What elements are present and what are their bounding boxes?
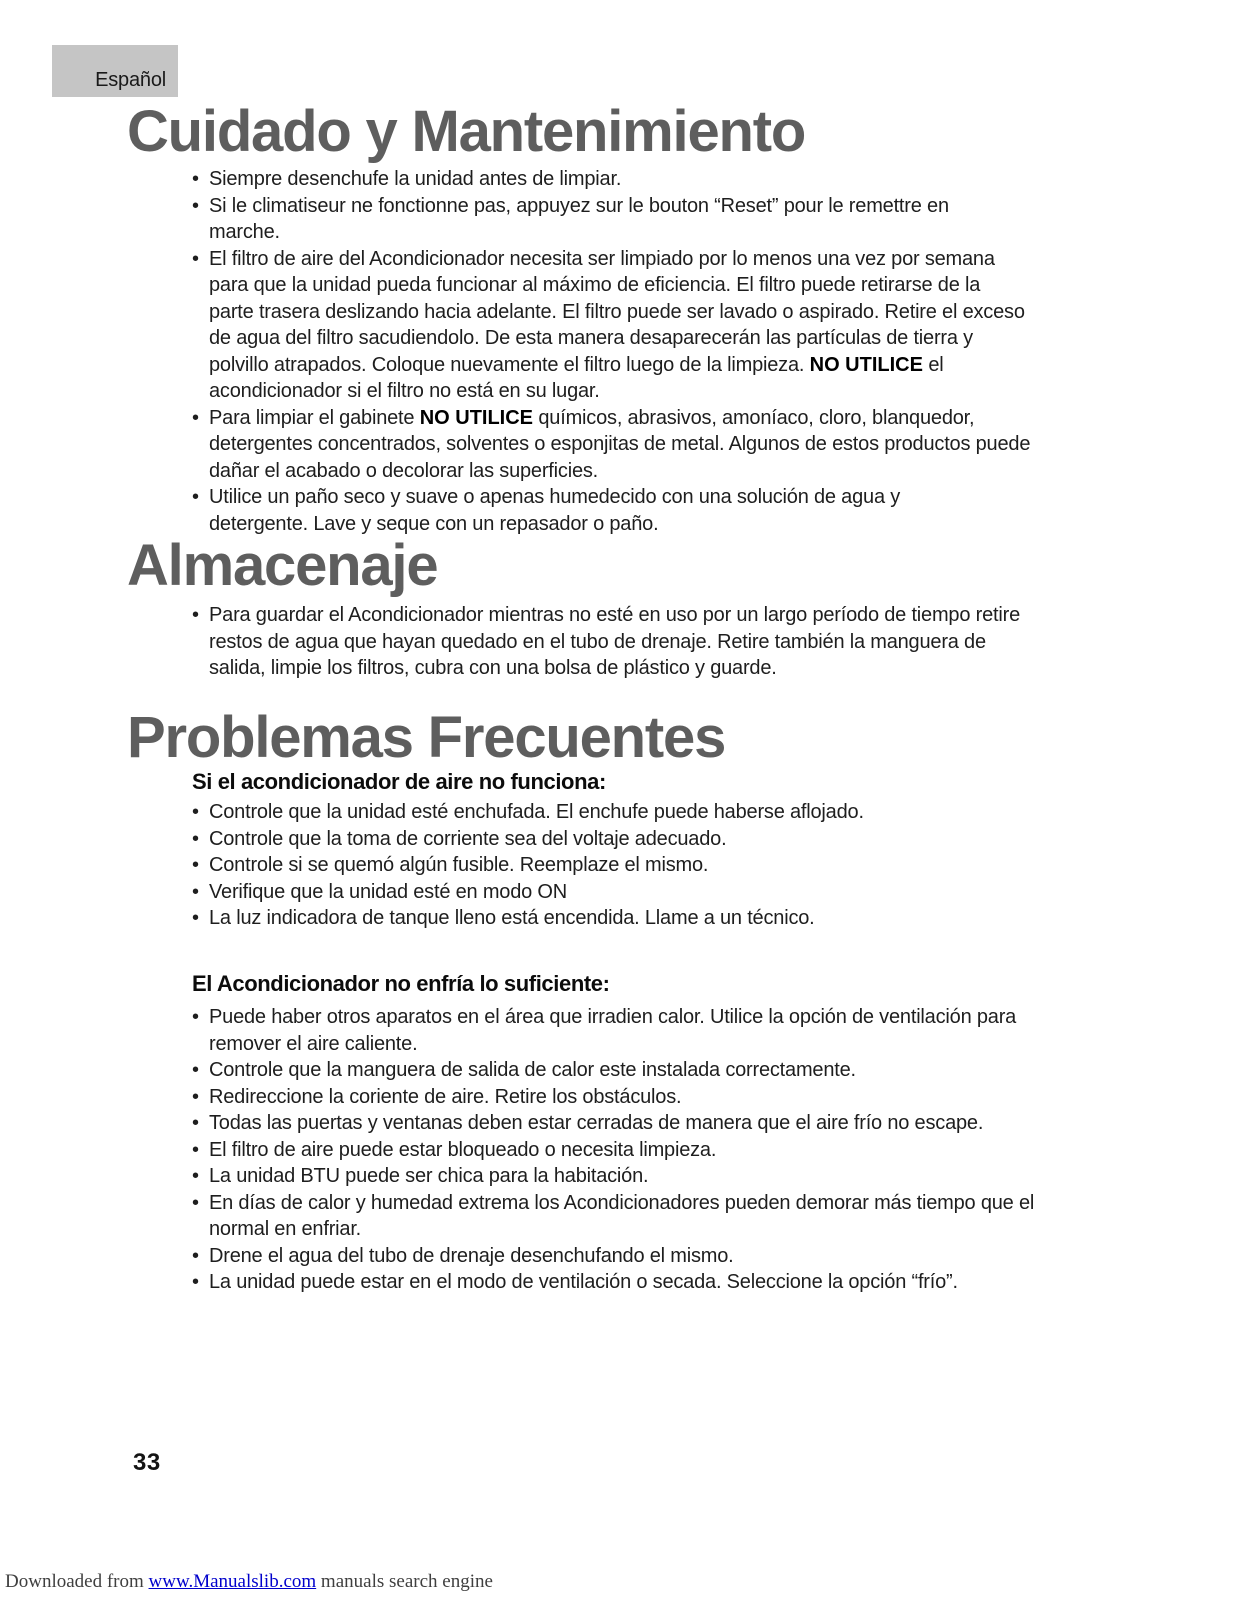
list-item-text: Siempre desenchufe la unidad antes de limpiar. — [209, 168, 622, 190]
list-item-text: Utilice un paño seco y suave o apenas humedecido con una solución de agua y detergente. Lave y seque con un repasador o paño. — [209, 486, 901, 535]
list-item-text: En días de calor y humedad extrema los Acondicionadores pueden demorar más tiempo que el normal en enfriar. — [209, 1191, 1035, 1240]
bullet-icon: • — [192, 1085, 199, 1108]
list-item — [192, 166, 1122, 193]
language-tab — [52, 45, 178, 97]
list-item-text: Si le climatiseur ne fonctionne pas, appuyez sur le bouton “Reset” pour le remettre en marche. — [209, 194, 949, 243]
list-item-text: Todas las puertas y ventanas deben estar cerradas de manera que el aire frío no escape. — [209, 1112, 984, 1134]
list-item — [192, 1163, 1122, 1190]
not-working-bullet-list — [192, 799, 1122, 932]
bullet-icon: • — [192, 854, 199, 876]
bullet-icon: • — [192, 1165, 199, 1187]
list-item-text: El filtro de aire puede estar bloqueado o necesita limpieza. — [209, 1138, 717, 1161]
bullet-icon: • — [192, 1059, 199, 1081]
list-item — [192, 1137, 1122, 1164]
section-title-care: Cuidado y Mantenimiento — [127, 99, 806, 164]
footer-suffix: manuals search engine — [316, 1571, 493, 1592]
list-item — [192, 405, 1122, 485]
bullet-icon: • — [192, 880, 199, 903]
manualslib-link[interactable]: www.Manualslib.com — [148, 1571, 317, 1592]
page-number: 33 — [133, 1449, 161, 1476]
list-item — [192, 1084, 1122, 1111]
bullet-icon: • — [192, 406, 199, 429]
not-cooling-bullet-list — [192, 1004, 1122, 1296]
bullet-icon: • — [192, 168, 199, 190]
bullet-icon: • — [192, 194, 199, 217]
list-item — [192, 799, 1122, 826]
footer-prefix: Downloaded from — [5, 1571, 149, 1592]
list-item-text: Verifique que la unidad esté en modo ON — [209, 880, 568, 903]
list-item — [192, 1269, 1122, 1296]
list-item-text: Puede haber otros aparatos en el área que irradien calor. Utilice la opción de ventilación para remover el aire caliente. — [209, 1006, 1017, 1055]
bullet-icon: • — [192, 247, 199, 270]
bullet-icon: • — [192, 604, 199, 626]
list-item — [192, 1057, 1122, 1084]
list-item-text: La unidad puede estar en el modo de ventilación o secada. Seleccione la opción “frío”. — [209, 1271, 958, 1293]
bullet-icon: • — [192, 1112, 199, 1134]
bullet-icon: • — [192, 486, 199, 508]
bullet-icon: • — [192, 1006, 199, 1028]
list-item-text: Controle que la unidad esté enchufada. El enchufe puede haberse aflojado. — [209, 801, 864, 823]
footer — [5, 1571, 493, 1593]
list-item — [192, 1243, 1122, 1270]
bullet-icon: • — [192, 1138, 199, 1161]
bullet-icon: • — [192, 1191, 199, 1214]
list-item-text: La luz indicadora de tanque lleno está encendida. Llame a un técnico. — [209, 907, 815, 929]
list-item — [192, 193, 1122, 246]
language-tab-label: Español — [95, 69, 166, 91]
list-item — [192, 852, 1122, 879]
list-item — [192, 1004, 1122, 1057]
list-item-text: El filtro de aire del Acondicionador necesita ser limpiado por lo menos una vez por semana para que la unidad pueda funcionar al máximo de eficiencia. El filtro puede retirarse de la parte trasera deslizando hacia adelante. El filtro puede ser lavado o aspirado. Retire el exceso de agua del filtro sacudiendolo. De esta manera desaparecerán las partículas de tierra y polvillo atrapados. Coloque nuevamente el filtro luego de la limpieza. NO UTILICE el acondicionador si el filtro no está en su lugar. — [209, 247, 1025, 402]
list-item — [192, 1110, 1122, 1137]
storage-bullet-list — [192, 602, 1122, 682]
care-bullet-list — [192, 166, 1122, 537]
list-item — [192, 826, 1122, 853]
list-item-text: La unidad BTU puede ser chica para la habitación. — [209, 1165, 649, 1187]
list-item-text: Redireccione la coriente de aire. Retire los obstáculos. — [209, 1085, 682, 1108]
list-item-text: Drene el agua del tubo de drenaje desenchufando el mismo. — [209, 1244, 734, 1267]
bullet-icon: • — [192, 1271, 199, 1293]
list-item-text: Controle que la manguera de salida de calor este instalada correctamente. — [209, 1059, 856, 1081]
bullet-icon: • — [192, 827, 199, 850]
list-item — [192, 246, 1122, 405]
list-item-text: Para guardar el Acondicionador mientras no esté en uso por un largo período de tiempo retire restos de agua que hayan quedado en el tubo de drenaje. Retire también la manguera de salida, limpie los filtros, cubra con una bolsa de plástico y guarde. — [209, 604, 1020, 679]
bullet-icon: • — [192, 907, 199, 929]
bullet-icon: • — [192, 1244, 199, 1267]
list-item — [192, 879, 1122, 906]
list-item-text: Controle que la toma de corriente sea del voltaje adecuado. — [209, 827, 727, 850]
list-item-text: Para limpiar el gabinete NO UTILICE químicos, abrasivos, amoníaco, cloro, blanquedor, detergentes concentrados, solventes o esponjitas de metal. Algunos de estos productos puede dañar el acabado o decolorar las superficies. — [209, 406, 1031, 482]
section-title-storage: Almacenaje — [127, 533, 438, 598]
subsection-heading-not-cooling: El Acondicionador no enfría lo suficiente: — [192, 971, 610, 996]
list-item — [192, 602, 1122, 682]
bullet-icon: • — [192, 801, 199, 823]
list-item — [192, 1190, 1122, 1243]
list-item-text: Controle si se quemó algún fusible. Reemplaze el mismo. — [209, 854, 709, 876]
list-item — [192, 484, 1122, 537]
section-title-problems: Problemas Frecuentes — [127, 705, 726, 770]
subsection-heading-not-working: Si el acondicionador de aire no funciona: — [192, 769, 606, 794]
list-item — [192, 905, 1122, 932]
